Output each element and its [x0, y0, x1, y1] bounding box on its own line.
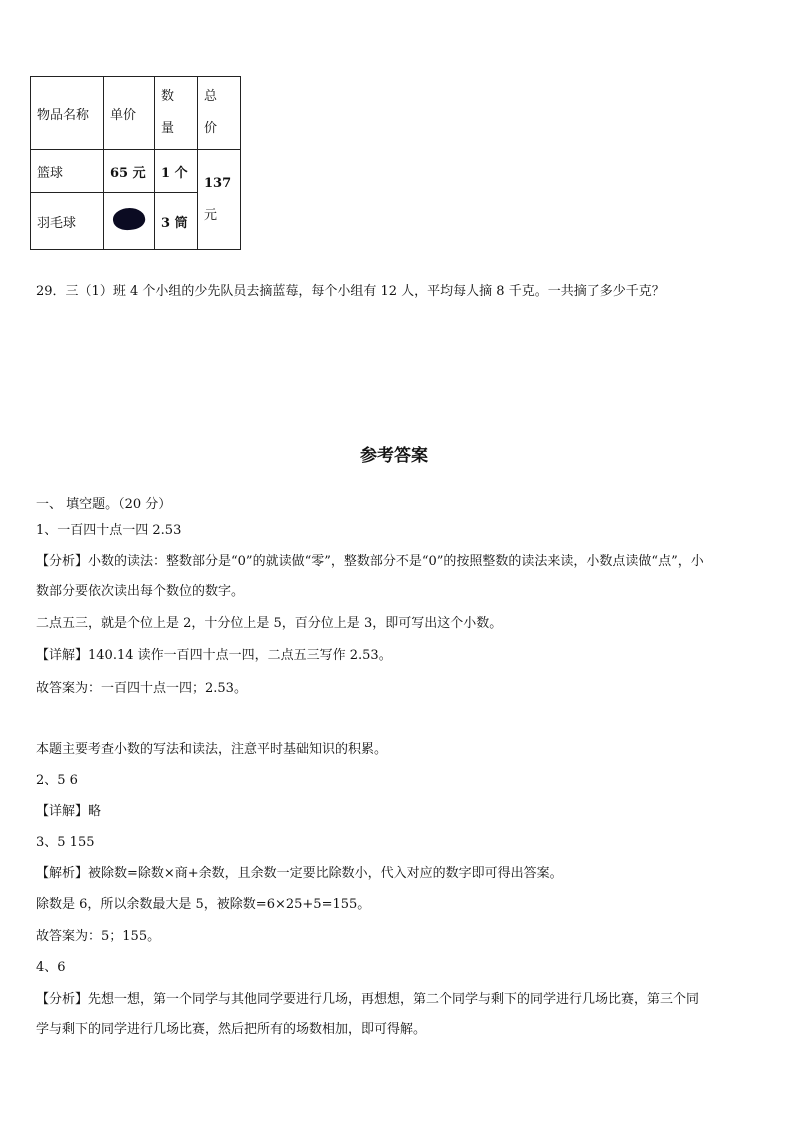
section-fill-blank: 一、 填空题。（20 分）: [36, 497, 172, 512]
answer-1-line3: 二点五三，就是个位上是 2，十分位上是 5，百分位上是 3，即可写出这个小数。: [36, 616, 503, 631]
ink-blot-image: [112, 206, 147, 232]
answer-2-detail: 【详解】略: [36, 804, 102, 819]
cell-basketball-name: 篮球: [31, 150, 104, 193]
cell-basketball-price: 65 元: [104, 150, 155, 193]
header-quantity: 数 量: [155, 77, 198, 150]
answer-1-title: 1、一百四十点一四 2.53: [36, 523, 182, 538]
cell-badminton-qty: 3 筒: [155, 193, 198, 250]
answer-2-title: 2、5 6: [36, 773, 78, 788]
cell-basketball-qty: 1 个: [155, 150, 198, 193]
header-item-name: 物品名称: [31, 77, 104, 150]
answer-4-analysis-line2: 学与剩下的同学进行几场比赛，然后把所有的场数相加，即可得解。: [36, 1022, 427, 1037]
cell-total: 137 元: [198, 150, 241, 250]
question-29: 29．三（1）班 4 个小组的少先队员去摘蓝莓，每个小组有 12 人，平均每人摘 8 千克。一共摘了多少千克？: [36, 284, 665, 299]
answer-1-analysis-line2: 数部分要依次读出每个数位的数字。: [36, 584, 245, 599]
header-total: 总 价: [198, 77, 241, 150]
answer-3-title: 3、5 155: [36, 835, 95, 850]
item-price-table: [30, 76, 241, 250]
answer-3-analysis: 【解析】被除数=除数×商+余数，且余数一定要比除数小，代入对应的数字即可得出答案。: [36, 866, 563, 881]
answer-4-title: 4、6: [36, 960, 66, 975]
answers-title: 参考答案: [360, 446, 428, 466]
cell-badminton-name: 羽毛球: [31, 193, 104, 250]
cell-badminton-price: [104, 193, 155, 250]
answer-1-detail: 【详解】140.14 读作一百四十点一四，二点五三写作 2.53。: [36, 648, 392, 663]
answer-4-analysis-line1: 【分析】先想一想，第一个同学与其他同学要进行几场，再想想，第二个同学与剩下的同学进行几场比赛，第三个同: [36, 992, 700, 1007]
answer-1-analysis-line1: 【分析】小数的读法：整数部分是“0”的就读做“零”，整数部分不是“0”的按照整数的读法来读，小数点读做“点”，小: [36, 554, 704, 569]
answer-3-line2: 除数是 6，所以余数最大是 5，被除数=6×25+5=155。: [36, 897, 371, 912]
answer-1-result: 故答案为：一百四十点一四；2.53。: [36, 681, 247, 696]
header-unit-price: 单价: [104, 77, 155, 150]
answer-3-result: 故答案为：5；155。: [36, 929, 161, 944]
answer-1-note: 本题主要考查小数的写法和读法，注意平时基础知识的积累。: [36, 742, 388, 757]
